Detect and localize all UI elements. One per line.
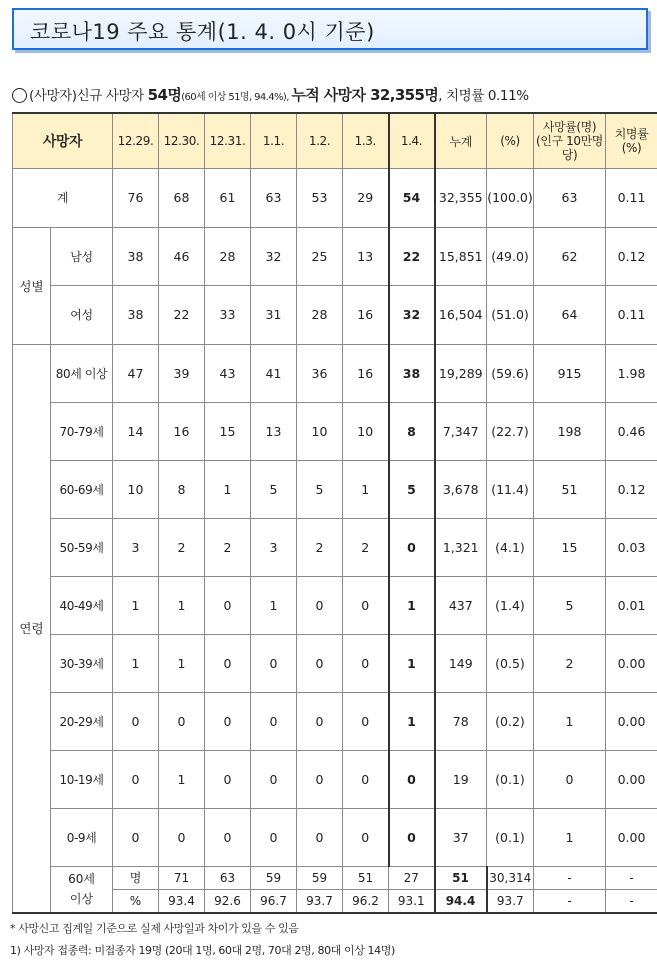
header-cell: 12.30. bbox=[159, 113, 205, 169]
table-cell: 0.00 bbox=[606, 634, 657, 692]
table-cell: 0 bbox=[205, 634, 251, 692]
summary-new-deaths: 54명 bbox=[147, 86, 182, 104]
header-cell: 치명률 (%) bbox=[606, 113, 657, 169]
table-cell: 32 bbox=[251, 227, 297, 286]
table-cell: 76 bbox=[113, 169, 159, 228]
table-cell: 96.2 bbox=[343, 889, 389, 913]
table-cell: 22 bbox=[159, 286, 205, 345]
table-cell: 0 bbox=[251, 692, 297, 750]
table-cell: 38 bbox=[389, 344, 435, 402]
table-cell: 32 bbox=[389, 286, 435, 345]
table-cell: 8 bbox=[159, 460, 205, 518]
summary-fatality: , 치명률 0.11% bbox=[438, 88, 529, 104]
header-row bbox=[13, 113, 657, 169]
table-cell: 1 bbox=[113, 576, 159, 634]
table-cell: 64 bbox=[534, 286, 606, 345]
table-cell: 0 bbox=[297, 576, 343, 634]
table-cell: 33 bbox=[205, 286, 251, 345]
table-cell: 38 bbox=[113, 286, 159, 345]
table-row bbox=[13, 227, 657, 286]
table-cell: 60-69세 bbox=[51, 460, 113, 518]
table-cell: 1 bbox=[343, 460, 389, 518]
table-cell: 8 bbox=[389, 402, 435, 460]
table-cell: 13 bbox=[343, 227, 389, 286]
table-cell: 14 bbox=[113, 402, 159, 460]
table-cell: 0.03 bbox=[606, 518, 657, 576]
table-cell: 1 bbox=[113, 634, 159, 692]
table-cell: 28 bbox=[205, 227, 251, 286]
table-cell: 0 bbox=[389, 750, 435, 808]
footnote: 1) 사망자 접종력: 미접종자 19명 (20대 1명, 60대 2명, 70대 2명, 80대 이상 14명) bbox=[10, 944, 395, 957]
table-cell: 27 bbox=[389, 866, 435, 889]
table-cell: 47 bbox=[113, 344, 159, 402]
table-cell: 94.4 bbox=[435, 889, 487, 913]
table-row bbox=[13, 402, 657, 460]
table-cell: (51.0) bbox=[487, 286, 534, 345]
circle-bullet-icon bbox=[12, 88, 27, 103]
table-cell: 37 bbox=[435, 808, 487, 866]
header-cell: 1.1. bbox=[251, 113, 297, 169]
table-cell: 30-39세 bbox=[51, 634, 113, 692]
table-row bbox=[13, 634, 657, 692]
table-cell: 93.7 bbox=[297, 889, 343, 913]
table-cell: 30,314 bbox=[487, 866, 534, 889]
table-cell: 93.7 bbox=[487, 889, 534, 913]
table-cell: 70-79세 bbox=[51, 402, 113, 460]
header-cell: 1.2. bbox=[297, 113, 343, 169]
header-cell: 1.4. bbox=[389, 113, 435, 169]
table-cell: 0 bbox=[343, 750, 389, 808]
table-cell: 0 bbox=[113, 692, 159, 750]
table-cell: (1.4) bbox=[487, 576, 534, 634]
age60-row bbox=[13, 866, 657, 889]
table-cell: 1 bbox=[159, 576, 205, 634]
footnotes bbox=[10, 918, 395, 962]
table-cell: 1.98 bbox=[606, 344, 657, 402]
summary-part-1: (사망자)신규 사망자 bbox=[29, 88, 148, 104]
table-cell: 93.1 bbox=[389, 889, 435, 913]
table-cell: 31 bbox=[251, 286, 297, 345]
table-cell: 29 bbox=[343, 169, 389, 228]
table-cell: 93.4 bbox=[159, 889, 205, 913]
table-cell: 78 bbox=[435, 692, 487, 750]
table-cell: 51 bbox=[343, 866, 389, 889]
table-cell: 15,851 bbox=[435, 227, 487, 286]
table-cell: 19 bbox=[435, 750, 487, 808]
table-cell: 2 bbox=[343, 518, 389, 576]
table-cell: 63 bbox=[251, 169, 297, 228]
table-cell: 0 bbox=[113, 750, 159, 808]
table-cell: 59 bbox=[251, 866, 297, 889]
header-cell: 사망률(명) (인구 10만명당) bbox=[534, 113, 606, 169]
table-cell: 0.12 bbox=[606, 227, 657, 286]
table-cell: 92.6 bbox=[205, 889, 251, 913]
table-cell: 0 bbox=[389, 518, 435, 576]
table-cell: 46 bbox=[159, 227, 205, 286]
table-cell: 0 bbox=[159, 808, 205, 866]
page-title: 코로나19 주요 통계(1. 4. 0시 기준) bbox=[30, 20, 375, 44]
table-cell: 0.00 bbox=[606, 750, 657, 808]
group-label: 연령 bbox=[13, 344, 51, 913]
table-cell: (100.0) bbox=[487, 169, 534, 228]
table-cell: 59 bbox=[297, 866, 343, 889]
table-cell: 2 bbox=[534, 634, 606, 692]
table-cell: 22 bbox=[389, 227, 435, 286]
table-cell: 0 bbox=[251, 750, 297, 808]
table-cell: (0.2) bbox=[487, 692, 534, 750]
table-cell: 0.11 bbox=[606, 169, 657, 228]
table-cell: 2 bbox=[205, 518, 251, 576]
table-cell: (11.4) bbox=[487, 460, 534, 518]
table-cell: 38 bbox=[113, 227, 159, 286]
header-cell: 사망자 bbox=[13, 113, 113, 169]
table-cell: 1 bbox=[389, 634, 435, 692]
title-banner bbox=[12, 8, 648, 50]
table-cell: 43 bbox=[205, 344, 251, 402]
table-cell: 0.01 bbox=[606, 576, 657, 634]
header-cell: 누계 bbox=[435, 113, 487, 169]
table-cell: (22.7) bbox=[487, 402, 534, 460]
table-cell: 25 bbox=[297, 227, 343, 286]
death-stats-table bbox=[12, 112, 657, 914]
header-cell: (%) bbox=[487, 113, 534, 169]
table-cell: 0 bbox=[205, 576, 251, 634]
table-cell: 0 bbox=[343, 576, 389, 634]
table-cell: 51 bbox=[534, 460, 606, 518]
header-cell: 1.3. bbox=[343, 113, 389, 169]
table-cell: 61 bbox=[205, 169, 251, 228]
table-cell: 68 bbox=[159, 169, 205, 228]
table-cell: 7,347 bbox=[435, 402, 487, 460]
footnote: * 사망신고 집계일 기준으로 실제 사망일과 차이가 있을 수 있음 bbox=[10, 922, 299, 935]
table-cell: 1 bbox=[534, 692, 606, 750]
table-cell: 0 bbox=[113, 808, 159, 866]
table-cell: 149 bbox=[435, 634, 487, 692]
table-cell: 16,504 bbox=[435, 286, 487, 345]
table-cell: (4.1) bbox=[487, 518, 534, 576]
table-cell: 15 bbox=[205, 402, 251, 460]
summary-cumulative: 누적 사망자 32,355명 bbox=[291, 86, 439, 104]
table-cell: 39 bbox=[159, 344, 205, 402]
table-cell: (59.6) bbox=[487, 344, 534, 402]
table-row bbox=[13, 169, 657, 228]
table-cell: 0.12 bbox=[606, 460, 657, 518]
table-cell: 0.00 bbox=[606, 808, 657, 866]
table-cell: 0 bbox=[205, 692, 251, 750]
table-row bbox=[13, 576, 657, 634]
table-cell: 15 bbox=[534, 518, 606, 576]
table-cell: 1 bbox=[251, 576, 297, 634]
table-cell: 3 bbox=[113, 518, 159, 576]
table-cell: 계 bbox=[13, 169, 113, 228]
table-cell: 10 bbox=[113, 460, 159, 518]
table-cell: 2 bbox=[297, 518, 343, 576]
table-cell: 0 bbox=[159, 692, 205, 750]
table-cell: 1 bbox=[205, 460, 251, 518]
table-cell: 40-49세 bbox=[51, 576, 113, 634]
table-cell: 2 bbox=[159, 518, 205, 576]
summary-line bbox=[12, 84, 652, 105]
table-cell: 5 bbox=[534, 576, 606, 634]
table-row bbox=[13, 808, 657, 866]
table-cell: 915 bbox=[534, 344, 606, 402]
table-cell: 51 bbox=[435, 866, 487, 889]
header-cell: 12.31. bbox=[205, 113, 251, 169]
table-cell: 0 bbox=[205, 750, 251, 808]
table-cell: 437 bbox=[435, 576, 487, 634]
table-cell: 1 bbox=[159, 634, 205, 692]
table-cell: 41 bbox=[251, 344, 297, 402]
table-cell: 명 bbox=[113, 866, 159, 889]
table-cell: 3,678 bbox=[435, 460, 487, 518]
table-cell: 0 bbox=[251, 634, 297, 692]
table-cell: 50-59세 bbox=[51, 518, 113, 576]
table-row bbox=[13, 692, 657, 750]
table-row bbox=[13, 518, 657, 576]
table-cell: - bbox=[606, 866, 657, 889]
table-cell: 20-29세 bbox=[51, 692, 113, 750]
table-cell: 1 bbox=[389, 692, 435, 750]
table-cell: 3 bbox=[251, 518, 297, 576]
age60-group-label: 60세 이상 bbox=[51, 866, 113, 913]
table-cell: 남성 bbox=[51, 227, 113, 286]
table-cell: 1,321 bbox=[435, 518, 487, 576]
table-cell: 0 bbox=[205, 808, 251, 866]
table-cell: 10 bbox=[343, 402, 389, 460]
table-cell: 0.00 bbox=[606, 692, 657, 750]
table-cell: 10-19세 bbox=[51, 750, 113, 808]
summary-age60-note: (60세 이상 51명, 94.4%), bbox=[181, 92, 292, 103]
table-cell: 0 bbox=[297, 808, 343, 866]
table-cell: 5 bbox=[251, 460, 297, 518]
group-label: 성별 bbox=[13, 227, 51, 344]
table-cell: 32,355 bbox=[435, 169, 487, 228]
table-cell: 0 bbox=[343, 808, 389, 866]
table-cell: 1 bbox=[389, 576, 435, 634]
table-cell: 28 bbox=[297, 286, 343, 345]
table-cell: 0-9세 bbox=[51, 808, 113, 866]
header-cell: 12.29. bbox=[113, 113, 159, 169]
table-cell: 1 bbox=[534, 808, 606, 866]
table-cell: 63 bbox=[205, 866, 251, 889]
table-cell: 0 bbox=[297, 634, 343, 692]
table-cell: - bbox=[606, 889, 657, 913]
table-cell: 62 bbox=[534, 227, 606, 286]
table-cell: 1 bbox=[159, 750, 205, 808]
table-cell: 여성 bbox=[51, 286, 113, 345]
table-cell: 0 bbox=[297, 692, 343, 750]
table-cell: (0.1) bbox=[487, 808, 534, 866]
table-cell: 19,289 bbox=[435, 344, 487, 402]
table-row bbox=[13, 750, 657, 808]
table-cell: 5 bbox=[389, 460, 435, 518]
table-row bbox=[13, 344, 657, 402]
table-cell: 0.46 bbox=[606, 402, 657, 460]
table-cell: 63 bbox=[534, 169, 606, 228]
table-cell: 0 bbox=[297, 750, 343, 808]
table-cell: 16 bbox=[343, 286, 389, 345]
table-cell: 0 bbox=[343, 634, 389, 692]
table-cell: - bbox=[534, 889, 606, 913]
table-cell: 16 bbox=[159, 402, 205, 460]
table-cell: 0 bbox=[343, 692, 389, 750]
table-row bbox=[13, 286, 657, 345]
table-cell: 0.11 bbox=[606, 286, 657, 345]
table-cell: 0 bbox=[534, 750, 606, 808]
table-cell: 96.7 bbox=[251, 889, 297, 913]
table-cell: 36 bbox=[297, 344, 343, 402]
table-cell: 10 bbox=[297, 402, 343, 460]
table-cell: (49.0) bbox=[487, 227, 534, 286]
table-cell: 80세 이상 bbox=[51, 344, 113, 402]
table-cell: 53 bbox=[297, 169, 343, 228]
table-cell: (0.5) bbox=[487, 634, 534, 692]
table-cell: 16 bbox=[343, 344, 389, 402]
table-cell: 13 bbox=[251, 402, 297, 460]
table-cell: % bbox=[113, 889, 159, 913]
table-cell: 0 bbox=[389, 808, 435, 866]
table-cell: 54 bbox=[389, 169, 435, 228]
table-row bbox=[13, 460, 657, 518]
table-cell: 198 bbox=[534, 402, 606, 460]
table-cell: (0.1) bbox=[487, 750, 534, 808]
table-cell: 71 bbox=[159, 866, 205, 889]
table-cell: 0 bbox=[251, 808, 297, 866]
table-cell: 5 bbox=[297, 460, 343, 518]
table-cell: - bbox=[534, 866, 606, 889]
